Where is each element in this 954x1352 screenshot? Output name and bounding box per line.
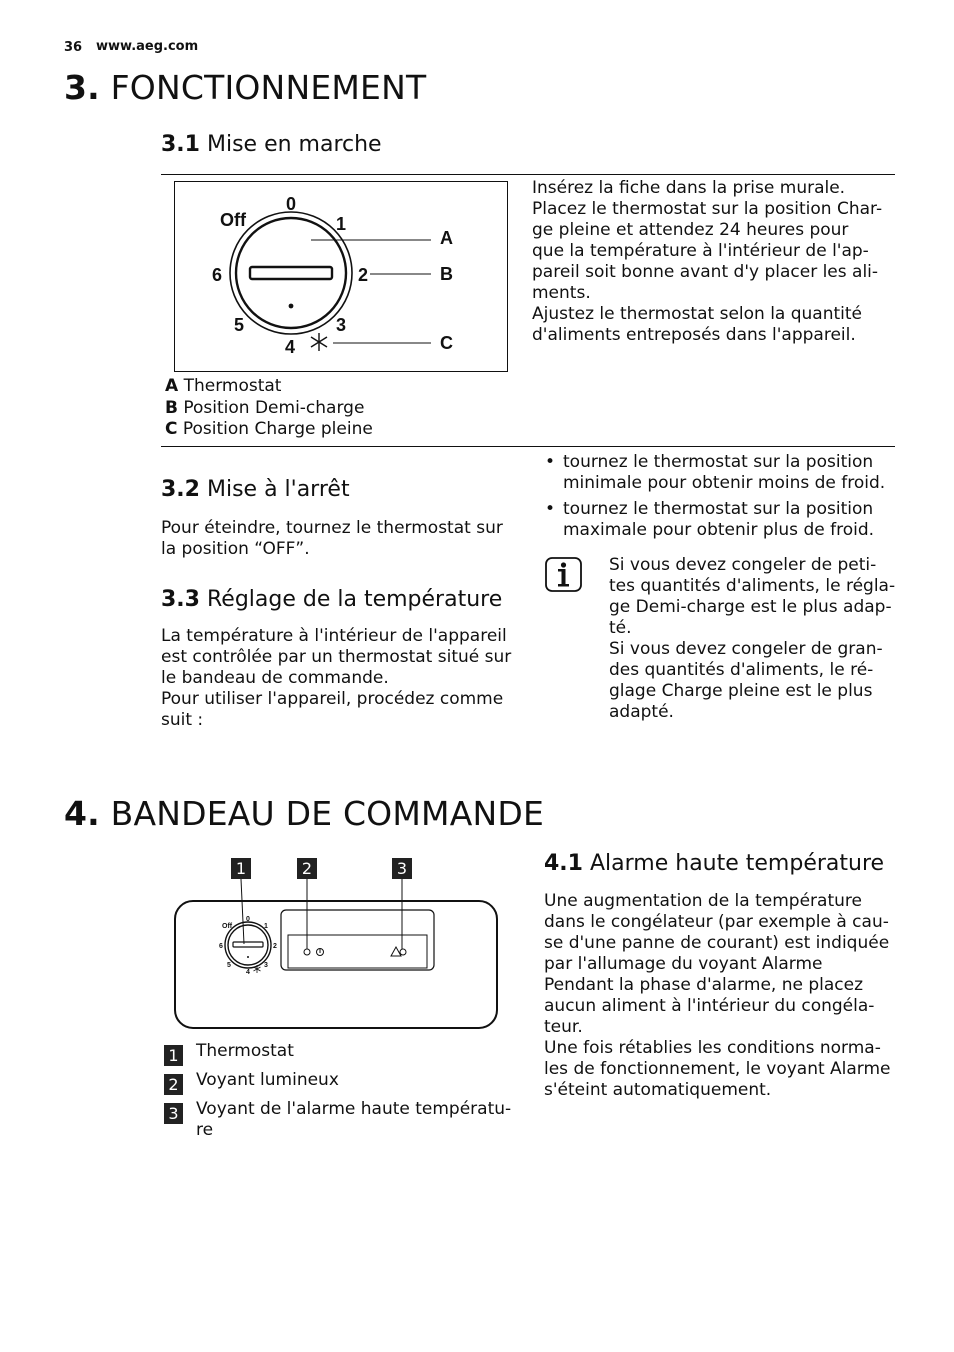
text-line: tournez le thermostat sur la position [563, 452, 874, 472]
legend-item [165, 398, 373, 420]
dial-label-3: 3 [336, 315, 347, 335]
legend-item [164, 1099, 512, 1140]
text-line: teur. [544, 1017, 583, 1037]
text-line: d'aliments entreposés dans l'appareil. [532, 325, 856, 345]
legend-text: Position Charge pleine [182, 419, 373, 439]
section-4-title [64, 794, 544, 833]
section-title: FONCTIONNEMENT [110, 68, 427, 107]
text-line: Si vous devez congeler de peti- [609, 555, 877, 575]
text-line: adapté. [609, 702, 674, 722]
mise-en-marche-text [532, 178, 897, 346]
subsection-3-3-heading [161, 587, 502, 612]
subsection-title: Réglage de la température [206, 587, 503, 612]
subsection-number: 4.1 [544, 851, 583, 876]
section-title: BANDEAU DE COMMANDE [110, 794, 545, 833]
callout-b: B [440, 264, 453, 284]
panel-dial-label-0: 0 [246, 916, 250, 923]
subsection-3-2-heading [161, 477, 350, 502]
legend-text: Thermostat [183, 376, 282, 396]
text-line: glage Charge pleine est le plus [609, 681, 873, 701]
dial-label-2: 2 [358, 265, 369, 285]
bullet-list [545, 452, 900, 546]
legend-text: Thermostat [196, 1041, 294, 1061]
text-line: suit : [161, 710, 204, 730]
text-line: Placez le thermostat sur la position Char- [532, 199, 883, 219]
text-line: la position “OFF”. [161, 539, 310, 559]
callout-2 [297, 858, 317, 879]
divider [161, 174, 895, 175]
dial-label-5: 5 [234, 315, 245, 335]
alarme-text [544, 891, 904, 1101]
text-line: s'éteint automatiquement. [544, 1080, 772, 1100]
text-line: Pendant la phase d'alarme, ne placez [544, 975, 864, 995]
subsection-number: 3.1 [161, 132, 200, 157]
subsection-4-1-heading [544, 851, 884, 876]
text-line: tes quantités d'aliments, le régla- [609, 576, 896, 596]
text-line: Pour éteindre, tournez le thermostat sur [161, 518, 503, 538]
legend-number: 3 [164, 1103, 183, 1124]
text-line: pareil soit bonne avant d'y placer les ali- [532, 262, 879, 282]
legend-key: B [165, 397, 178, 418]
panel-dial-label-2: 2 [273, 943, 277, 950]
control-panel-figure [170, 855, 505, 1035]
text-line: La température à l'intérieur de l'appareil [161, 626, 507, 646]
legend-number: 2 [164, 1074, 183, 1095]
subsection-title: Alarme haute température [589, 851, 885, 876]
text-line: té. [609, 618, 632, 638]
text-line: Insérez la fiche dans la prise murale. [532, 178, 846, 198]
text-line: tournez le thermostat sur la position [563, 499, 874, 519]
section-3-title [64, 68, 426, 107]
legend-text: Voyant lumineux [196, 1070, 339, 1090]
subsection-title: Mise en marche [206, 132, 382, 157]
info-icon [545, 557, 582, 592]
panel-dial-label-6: 6 [219, 943, 223, 950]
legend-key: C [165, 419, 178, 439]
legend-key: A [165, 376, 179, 396]
callout-3 [392, 858, 412, 879]
info-note [609, 555, 909, 723]
mise-a-larret-text [161, 518, 516, 560]
site-url[interactable]: www.aeg.com [96, 39, 199, 54]
section-number: 4. [64, 794, 100, 833]
legend-number: 1 [164, 1045, 183, 1066]
callout-a: A [440, 228, 453, 248]
reglage-temperature-text [161, 626, 521, 731]
legend-item [165, 419, 373, 441]
legend-text [196, 1099, 516, 1141]
list-item [545, 499, 900, 541]
text-line: ments. [532, 283, 591, 303]
dial-label-6: 6 [212, 265, 223, 285]
dial-label-0: 0 [286, 194, 297, 214]
text-line: re [196, 1120, 214, 1140]
dial-label-off: Off [220, 210, 246, 230]
text-line: se d'une panne de courant) est indiquée [544, 933, 890, 953]
legend-item [165, 376, 373, 398]
text-line: le bandeau de commande. [161, 668, 389, 688]
subsection-number: 3.2 [161, 477, 200, 502]
panel-legend [164, 1041, 524, 1155]
text-line: Pour utiliser l'appareil, procédez comme [161, 689, 504, 709]
svg-text:2: 2 [301, 859, 313, 878]
text-line: des quantités d'aliments, le ré- [609, 660, 874, 680]
bullet-icon: • [545, 499, 556, 519]
panel-dial-label-off: Off [222, 923, 233, 930]
text-line: aucun aliment à l'intérieur du congéla- [544, 996, 875, 1016]
text-line: Une fois rétablies les conditions norma- [544, 1038, 881, 1058]
text-line: Ajustez le thermostat selon la quantité [532, 304, 863, 324]
page-number: 36 [64, 40, 83, 55]
legend-item [164, 1041, 294, 1067]
subsection-title: Mise à l'arrêt [206, 477, 350, 502]
panel-dial-label-3: 3 [264, 962, 268, 969]
panel-dial-label-5: 5 [227, 962, 231, 969]
bullet-icon: • [545, 452, 556, 472]
text-line: que la température à l'intérieur de l'ap- [532, 241, 869, 261]
subsection-3-1-heading [161, 132, 382, 157]
text-line: Si vous devez congeler de gran- [609, 639, 883, 659]
divider [161, 446, 895, 447]
text-line: maximale pour obtenir plus de froid. [563, 520, 875, 540]
figure-legend [165, 376, 373, 441]
callout-1 [231, 858, 251, 879]
svg-text:3: 3 [396, 859, 408, 878]
text-line: par l'allumage du voyant Alarme [544, 954, 823, 974]
panel-dial-label-4: 4 [246, 969, 250, 976]
text-line: Une augmentation de la température [544, 891, 862, 911]
callout-c: C [440, 333, 453, 353]
thermostat-dial-figure [174, 181, 508, 372]
section-number: 3. [64, 68, 100, 107]
svg-text:1: 1 [235, 859, 247, 878]
legend-text: Position Demi-charge [183, 397, 365, 418]
text-line: est contrôlée par un thermostat situé sur [161, 647, 512, 667]
text-line: ge pleine et attendez 24 heures pour [532, 220, 849, 240]
dial-label-4: 4 [285, 337, 296, 357]
dial-label-1: 1 [336, 214, 347, 234]
text-line: minimale pour obtenir moins de froid. [563, 473, 886, 493]
subsection-number: 3.3 [161, 587, 200, 612]
text-line: Voyant de l'alarme haute températu- [196, 1099, 512, 1119]
legend-item [164, 1070, 339, 1096]
text-line: les de fonctionnement, le voyant Alarme [544, 1059, 891, 1079]
text-line: dans le congélateur (par exemple à cau- [544, 912, 889, 932]
text-line: ge Demi-charge est le plus adap- [609, 597, 892, 617]
list-item [545, 452, 900, 494]
panel-dial-label-1: 1 [264, 923, 268, 930]
